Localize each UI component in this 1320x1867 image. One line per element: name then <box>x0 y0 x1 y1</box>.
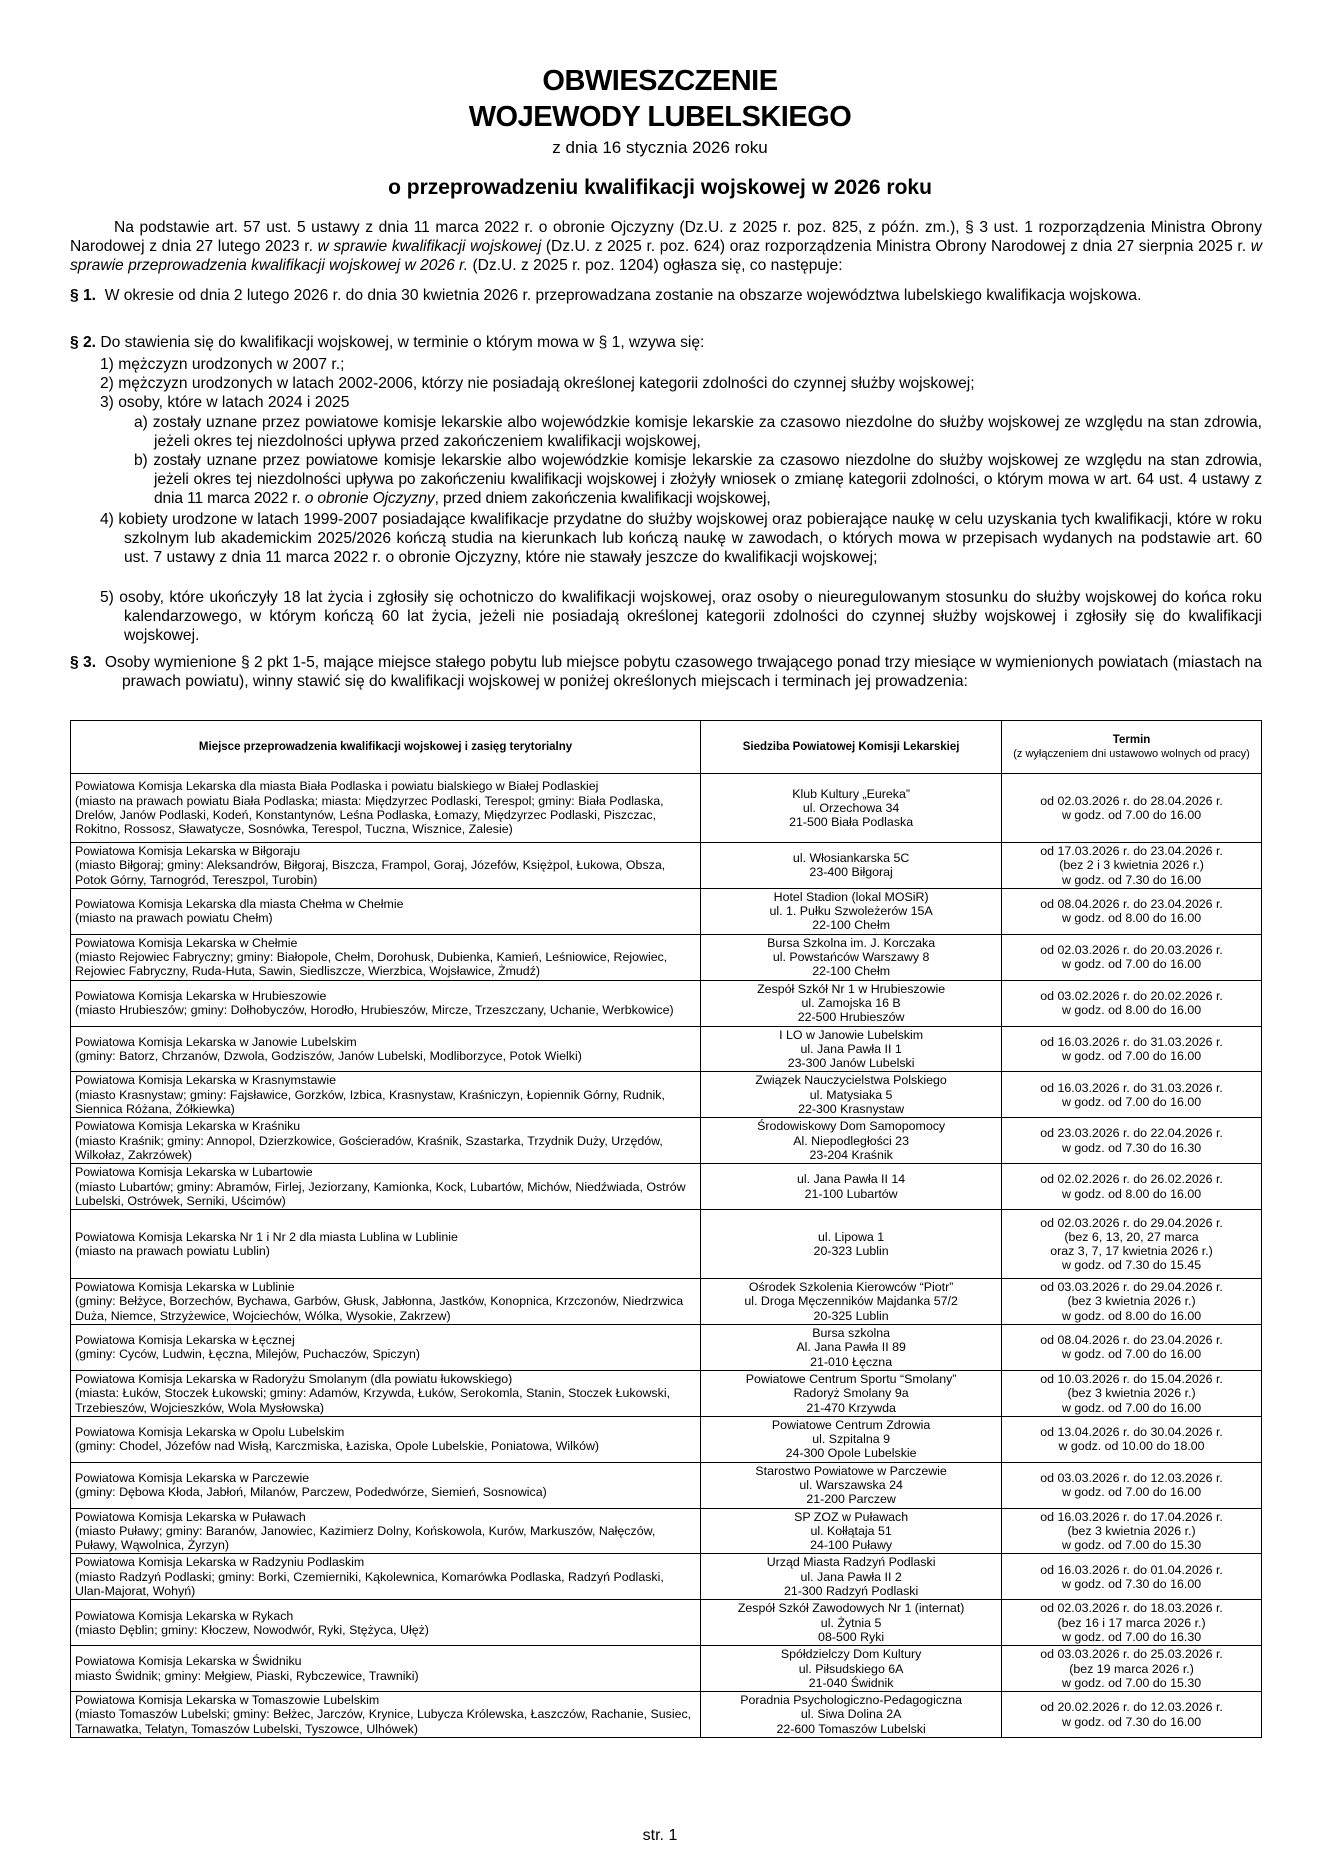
place-cell-line: (miasto na prawach powiatu Lublin) <box>75 1244 270 1259</box>
seat-cell <box>701 1370 1002 1416</box>
term-cell-line: (bez 3 kwietnia 2026 r.) <box>1067 1523 1196 1538</box>
seat-cell-line: ul. Warszawska 24 <box>799 1477 903 1492</box>
seat-cell <box>701 888 1002 934</box>
place-cell-line: (miasto Kraśnik; gminy: Annopol, Dzierzkowice, Gościeradów, Kraśnik, Szastarka, Trzydnik Duży, Urzędów, Wilkołaz, Zakrzówek) <box>75 1133 663 1162</box>
table-row <box>71 1210 1262 1279</box>
table-row <box>71 888 1262 934</box>
seat-cell-line: Bursa Szkolna im. J. Korczaka <box>767 935 936 950</box>
seat-cell-line: Klub Kultury „Eureka” <box>792 786 910 801</box>
table-row <box>71 1164 1262 1210</box>
seat-cell-line: ul. Matysiaka 5 <box>809 1087 893 1102</box>
paragraph-1: § 1. W okresie od dnia 2 lutego 2026 r. do dnia 30 kwietnia 2026 r. przeprowadzana zostanie na obszarze województwa lubelskiego kwalifikacja wojskowa. <box>70 287 1142 304</box>
term-cell-line: w godz. od 7.00 do 16.00 <box>1061 957 1202 972</box>
seat-cell <box>701 1325 1002 1371</box>
seat-cell-line: Powiatowe Centrum Zdrowia <box>771 1417 931 1432</box>
term-cell-line: (bez 6, 13, 20, 27 marca <box>1064 1229 1199 1244</box>
place-cell-line: (miasto Lubartów; gminy: Abramów, Firlej, Jeziorzany, Kamionka, Kock, Lubartów, Michów, Niedźwiada, Ostrów Lubelski, Ostrówek, Serniki, Uścimów) <box>75 1179 686 1208</box>
table-row <box>71 980 1262 1026</box>
seat-cell-line: Hotel Stadion (lokal MOSiR) <box>773 889 929 904</box>
place-cell-line: Powiatowa Komisja Lekarska w Lubartowie <box>75 1165 313 1180</box>
seat-cell-line: ul. Zamojska 16 B <box>801 995 901 1010</box>
place-cell <box>71 774 701 843</box>
term-cell <box>1002 843 1262 889</box>
seat-cell <box>701 1692 1002 1738</box>
term-cell-line: w godz. od 8.00 do 16.00 <box>1061 1003 1202 1018</box>
place-cell-line: (miasto Biłgoraj; gminy: Aleksandrów, Biłgoraj, Biszcza, Frampol, Goraj, Józefów, Księżpol, Łukowa, Obsza, Potok Górny, Tarnogród, Tereszpol, Turobin) <box>75 858 666 887</box>
seat-cell-line: ul. Włosiankarska 5C <box>792 851 910 866</box>
term-cell <box>1002 1462 1262 1508</box>
seat-cell-line: ul. Orzechowa 34 <box>802 800 900 815</box>
seat-cell-line: 23-400 Biłgoraj <box>809 865 893 880</box>
seat-cell-line: Zespół Szkół Nr 1 w Hrubieszowie <box>757 981 946 996</box>
place-cell-line: (miasto na prawach powiatu Chełm) <box>75 911 273 926</box>
place-cell-line: Powiatowa Komisja Lekarska w Hrubieszowie <box>75 988 327 1003</box>
place-cell-line: Powiatowa Komisja Lekarska dla miasta Chełma w Chełmie <box>75 897 404 912</box>
place-cell-line: (miasto na prawach powiatu Biała Podlaska; miasta: Międzyrzec Podlaski, Terespol; gminy: Biała Podlaska, Drelów, Janów Podlaski, Kodeń, Konstantynów, Leśna Podlaska, Łomazy, Międzyrzec Podlaski, Piszczac, Rokitno, Rossosz, Sławatycze, Sosnówka, Terespol, Tuczna, Wisznice, Zalesie) <box>75 793 664 837</box>
seat-cell-line: 21-470 Krzywda <box>806 1400 896 1415</box>
seat-cell-line: Środowiskowy Dom Samopomocy <box>757 1119 946 1134</box>
seat-cell-line: 21-300 Radzyń Podlaski <box>783 1584 919 1599</box>
term-cell-line: w godz. od 7.00 do 16.00 <box>1061 1347 1202 1362</box>
seat-cell <box>701 1416 1002 1462</box>
seat-cell-line: ul. Siwa Dolina 2A <box>800 1707 902 1722</box>
seat-cell-line: Związek Nauczycielstwa Polskiego <box>755 1073 947 1088</box>
seat-cell-line: Radoryż Smolany 9a <box>793 1386 909 1401</box>
place-cell-line: (gminy: Batorz, Chrzanów, Dzwola, Godziszów, Janów Lubelski, Modliborzyce, Potok Wielki) <box>75 1049 582 1063</box>
seat-cell-line: Al. Niepodległości 23 <box>793 1133 909 1148</box>
place-cell-line: Powiatowa Komisja Lekarska w Świdniku <box>75 1654 302 1669</box>
seat-cell-line: 21-500 Biała Podlaska <box>789 815 914 830</box>
table-row <box>71 1279 1262 1325</box>
seat-cell <box>701 1600 1002 1646</box>
place-cell-line: Powiatowa Komisja Lekarska w Rykach <box>75 1608 294 1623</box>
seat-cell-line: ul. Jana Pawła II 14 <box>797 1172 906 1187</box>
seat-cell-line: Starostwo Powiatowe w Parczewie <box>755 1463 947 1478</box>
table-row <box>71 1325 1262 1371</box>
place-cell-line: Powiatowa Komisja Lekarska w Łęcznej <box>75 1333 295 1348</box>
table-row <box>71 1072 1262 1118</box>
term-cell <box>1002 1554 1262 1600</box>
place-cell <box>71 843 701 889</box>
term-cell <box>1002 1118 1262 1164</box>
place-cell-line: (miasto Radzyń Podlaski; gminy: Borki, Czemierniki, Kąkolewnica, Komarówka Podlaska, Radzyń Podlaski, Ulan-Majorat, Wohyń) <box>75 1569 664 1599</box>
seat-cell-line: ul. Jana Pawła II 2 <box>800 1569 902 1584</box>
seat-cell <box>701 1026 1002 1072</box>
table-row <box>71 1508 1262 1554</box>
term-cell-line: od 02.02.2026 r. do 26.02.2026 r. <box>1040 1172 1223 1187</box>
seat-cell-line: ul. Jana Pawła II 1 <box>800 1041 902 1056</box>
place-cell-line: (miasto Rejowiec Fabryczny; gminy: Białopole, Chełm, Dorohusk, Dubienka, Kamień, Leśniowice, Rejowiec, Rejowiec Fabryczny, Ruda-Huta, Sawin, Siedliszcze, Wierzbica, Wojsławice, Żmudź) <box>75 950 668 979</box>
term-cell-line: od 16.03.2026 r. do 01.04.2026 r. <box>1040 1562 1223 1577</box>
place-cell-line: (gminy: Chodel, Józefów nad Wisłą, Karczmiska, Łaziska, Opole Lubelskie, Poniatowa, Wilków) <box>75 1439 600 1454</box>
term-cell <box>1002 934 1262 980</box>
place-cell <box>71 1462 701 1508</box>
term-cell <box>1002 1370 1262 1416</box>
seat-cell <box>701 934 1002 980</box>
seat-cell-line: ul. Piłsudskiego 6A <box>798 1661 904 1676</box>
seat-cell <box>701 1072 1002 1118</box>
place-cell <box>71 1646 701 1692</box>
term-cell-line: (bez 3 kwietnia 2026 r.) <box>1067 1294 1196 1309</box>
table-row <box>71 1554 1262 1600</box>
header-place: Miejsce przeprowadzenia kwalifikacji wojskowej i zasięg terytorialny <box>71 721 701 774</box>
place-cell <box>71 1325 701 1371</box>
table-row <box>71 1600 1262 1646</box>
seat-cell <box>701 980 1002 1026</box>
seat-cell <box>701 1164 1002 1210</box>
term-cell-line: oraz 3, 7, 17 kwietnia 2026 r.) <box>1050 1244 1213 1259</box>
place-cell <box>71 1164 701 1210</box>
list-item-3b: b) zostały uznane przez powiatowe komisje lekarskie albo wojewódzkie komisje lekarskie za czasowo niezdolne do służby wojskowej ze względu na stan zdrowia, jeżeli okres tej niezdolności upływa po zakończeniu kwalifikacji wojskowej i złożyły wniosek o zmianę kategorii zdolności, o którym mowa w art. 64 ust. 4 ustawy z dnia 11 marca 2022 r. o obronie Ojczyzny, przed dniem zakończenia kwalifikacji wojskowej, <box>134 452 1262 507</box>
seat-cell-line: Urząd Miasta Radzyń Podlaski <box>766 1555 936 1570</box>
term-cell-line: (bez 3 kwietnia 2026 r.) <box>1067 1386 1196 1401</box>
place-cell <box>71 1210 701 1279</box>
place-cell-line: Powiatowa Komisja Lekarska w Biłgoraju <box>75 844 301 858</box>
seat-cell-line: 24-100 Puławy <box>810 1538 893 1553</box>
term-cell-line: w godz. od 7.00 do 16.30 <box>1061 1629 1202 1644</box>
seat-cell-line: ul. Kołłątaja 51 <box>810 1523 892 1538</box>
term-cell-line: w godz. od 7.00 do 15.30 <box>1061 1675 1202 1690</box>
term-cell-line: w godz. od 7.30 do 16.00 <box>1061 872 1202 887</box>
seat-cell-line: 22-100 Chełm <box>812 918 891 933</box>
term-cell-line: od 10.03.2026 r. do 15.04.2026 r. <box>1040 1371 1223 1386</box>
term-cell-line: od 08.04.2026 r. do 23.04.2026 r. <box>1040 897 1223 912</box>
place-cell <box>71 1370 701 1416</box>
seat-cell-line: ul. Powstańców Warszawy 8 <box>772 950 930 965</box>
term-cell <box>1002 1164 1262 1210</box>
list-item-1: 1) mężczyzn urodzonych w 2007 r.; <box>100 356 345 373</box>
term-cell-line: od 02.03.2026 r. do 29.04.2026 r. <box>1040 1215 1223 1230</box>
place-cell <box>71 1508 701 1554</box>
place-cell-line: (miasto Tomaszów Lubelski; gminy: Bełżec, Jarczów, Krynice, Lubycza Królewska, Łaszczów, Rachanie, Susiec, Tarnawatka, Telatyn, Tomaszów Lubelski, Tyszowce, Ulhówek) <box>75 1707 692 1736</box>
seat-cell-line: ul. 1. Pułku Szwoleżerów 15A <box>769 904 933 919</box>
place-cell-line: miasto Świdnik; gminy: Mełgiew, Piaski, Rybczewice, Trawniki) <box>75 1668 419 1683</box>
place-cell <box>71 1026 701 1072</box>
term-cell <box>1002 980 1262 1026</box>
place-cell-line: Powiatowa Komisja Lekarska dla miasta Biała Podlaska i powiatu bialskiego w Białej Podlaskiej <box>75 779 599 794</box>
term-cell-line: w godz. od 7.30 do 16.00 <box>1061 1576 1202 1591</box>
place-cell-line: (gminy: Cyców, Ludwin, Łęczna, Milejów, Puchaczów, Spiczyn) <box>75 1347 421 1362</box>
page-number: str. 1 <box>642 1827 678 1844</box>
seat-cell-line: 20-323 Lublin <box>813 1244 889 1259</box>
term-cell-line: od 03.03.2026 r. do 12.03.2026 r. <box>1040 1470 1223 1485</box>
seat-cell-line: ul. Droga Męczenników Majdanka 57/2 <box>744 1294 958 1309</box>
schedule-table <box>70 720 1262 1738</box>
place-cell-line: (miasto Krasnystaw; gminy: Fajsławice, Gorzków, Izbica, Krasnystaw, Kraśniczyn, Łopiennik Górny, Rudnik, Siennica Różana, Żółkiewka) <box>75 1087 665 1117</box>
term-cell <box>1002 1279 1262 1325</box>
term-cell <box>1002 1600 1262 1646</box>
term-cell-line: w godz. od 8.00 do 16.00 <box>1061 911 1202 926</box>
term-cell-line: od 16.03.2026 r. do 17.04.2026 r. <box>1040 1509 1223 1524</box>
seat-cell <box>701 1508 1002 1554</box>
term-cell-line: od 17.03.2026 r. do 23.04.2026 r. <box>1040 844 1223 858</box>
seat-cell <box>701 1210 1002 1279</box>
term-cell <box>1002 1072 1262 1118</box>
term-cell <box>1002 1508 1262 1554</box>
document-subject: o przeprowadzeniu kwalifikacji wojskowej w 2026 roku <box>388 176 932 199</box>
place-cell <box>71 1279 701 1325</box>
term-cell-line: w godz. od 7.30 do 16.00 <box>1061 1714 1202 1729</box>
seat-cell-line: 23-300 Janów Lubelski <box>787 1056 915 1071</box>
term-cell <box>1002 1026 1262 1072</box>
seat-cell-line: 22-600 Tomaszów Lubelski <box>776 1721 926 1736</box>
place-cell-line: Powiatowa Komisja Lekarska w Parczewie <box>75 1470 310 1485</box>
seat-cell-line: ul. Szpitalna 9 <box>812 1432 891 1447</box>
place-cell <box>71 1692 701 1738</box>
place-cell-line: (miasto Dęblin; gminy: Kłoczew, Nowodwór, Ryki, Stężyca, Ułęż) <box>75 1622 429 1637</box>
place-cell-line: (gminy: Bełżyce, Borzechów, Bychawa, Garbów, Głusk, Jabłonna, Jastków, Konopnica, Krzczonów, Niedrzwica Duża, Niemce, Strzyżewice, Wojciechów, Wólka, Wysokie, Zakrzew) <box>75 1294 684 1323</box>
seat-cell-line: Spółdzielczy Dom Kultury <box>780 1647 922 1662</box>
term-cell-line: w godz. od 7.30 do 16.30 <box>1061 1140 1202 1155</box>
seat-cell <box>701 1279 1002 1325</box>
term-cell <box>1002 1416 1262 1462</box>
term-cell-line: od 20.02.2026 r. do 12.03.2026 r. <box>1040 1700 1223 1715</box>
table-row <box>71 1646 1262 1692</box>
place-cell-line: (miasto Hrubieszów; gminy: Dołhobyczów, Horodło, Hrubieszów, Mircze, Trzeszczany, Uchanie, Werbkowice) <box>75 1003 674 1018</box>
seat-cell-line: 08-500 Ryki <box>818 1629 885 1644</box>
place-cell-line: Powiatowa Komisja Lekarska w Radzyniu Podlaskim <box>75 1555 365 1570</box>
seat-cell-line: ul. Lipowa 1 <box>818 1229 885 1244</box>
table-row <box>71 1118 1262 1164</box>
place-cell-line: (miasta: Łuków, Stoczek Łukowski; gminy: Adamów, Krzywda, Łuków, Serokomla, Stanin, Stoczek Łukowski, Trzebieszów, Wojcieszków, Wola Mysłowska) <box>75 1386 671 1415</box>
table-body <box>71 774 1262 1738</box>
term-cell-line: (bez 19 marca 2026 r.) <box>1069 1661 1194 1676</box>
seat-cell-line: SP ZOZ w Puławach <box>794 1509 909 1524</box>
list-item-5: 5) osoby, które ukończyły 18 lat życia i zgłosiły się ochotniczo do kwalifikacji wojskowej, oraz osoby o nieuregulowanym stosunku do służby wojskowej do końca roku kalendarzowego, w którym kończą 60 lat życia, jeżeli nie posiadają określonej kategorii zdolności do czynnej służby wojskowej i zgłosiły się do kwalifikacji wojskowej. <box>100 589 1262 644</box>
seat-cell <box>701 1646 1002 1692</box>
list-item-3a: a) zostały uznane przez powiatowe komisje lekarskie albo wojewódzkie komisje lekarskie za czasowo niezdolne do służby wojskowej ze względu na stan zdrowia, jeżeli okres tej niezdolności upływa przed zakończeniem kwalifikacji wojskowej, <box>134 414 1262 450</box>
term-cell-line: od 08.04.2026 r. do 23.04.2026 r. <box>1040 1333 1223 1348</box>
title-line2: WOJEWODY LUBELSKIEGO <box>468 101 852 133</box>
term-cell-line: w godz. od 7.00 do 16.00 <box>1061 808 1202 822</box>
table-row <box>71 843 1262 889</box>
term-cell-line: od 02.03.2026 r. do 18.03.2026 r. <box>1040 1601 1223 1616</box>
place-cell-line: Powiatowa Komisja Lekarska Nr 1 i Nr 2 dla miasta Lublina w Lublinie <box>75 1229 458 1244</box>
seat-cell <box>701 1118 1002 1164</box>
table-row <box>71 1462 1262 1508</box>
term-cell <box>1002 774 1262 843</box>
list-item-3: 3) osoby, które w latach 2024 i 2025 <box>100 394 350 411</box>
title-line1: OBWIESZCZENIE <box>542 65 778 97</box>
table-row <box>71 1370 1262 1416</box>
seat-cell-line: Bursa szkolna <box>812 1326 891 1341</box>
document-date: z dnia 16 stycznia 2026 roku <box>552 138 768 157</box>
place-cell-line: Powiatowa Komisja Lekarska w Opolu Lubelskim <box>75 1424 345 1439</box>
place-cell-line: Powiatowa Komisja Lekarska w Tomaszowie Lubelskim <box>75 1693 380 1708</box>
place-cell-line: Powiatowa Komisja Lekarska w Krasnymstawie <box>75 1073 336 1088</box>
term-cell <box>1002 1646 1262 1692</box>
term-cell-line: od 02.03.2026 r. do 20.03.2026 r. <box>1040 942 1223 957</box>
place-cell <box>71 934 701 980</box>
table-row <box>71 1026 1262 1072</box>
term-cell-line: w godz. od 7.00 do 16.00 <box>1061 1400 1202 1415</box>
header-term: Termin (z wyłączeniem dni ustawowo wolnych od pracy) <box>1002 721 1262 774</box>
term-cell-line: od 16.03.2026 r. do 31.03.2026 r. <box>1040 1034 1223 1049</box>
table-row <box>71 1416 1262 1462</box>
term-cell-line: w godz. od 8.00 do 16.00 <box>1061 1308 1202 1323</box>
seat-cell-line: 21-100 Lubartów <box>804 1186 898 1201</box>
seat-cell-line: I LO w Janowie Lubelskim <box>779 1027 924 1042</box>
seat-cell-line: 20-325 Lublin <box>813 1308 889 1323</box>
table-row <box>71 934 1262 980</box>
seat-cell-line: Al. Jana Pawła II 89 <box>796 1340 906 1355</box>
term-cell-line: od 13.04.2026 r. do 30.04.2026 r. <box>1040 1424 1223 1439</box>
place-cell <box>71 1118 701 1164</box>
place-cell-line: Powiatowa Komisja Lekarska w Lublinie <box>75 1280 295 1295</box>
place-cell <box>71 1600 701 1646</box>
term-cell <box>1002 888 1262 934</box>
list-item-4: 4) kobiety urodzone w latach 1999-2007 posiadające kwalifikacje przydatne do służby wojskowej oraz pobierające naukę w celu uzyskania tych kwalifikacji, które w roku szkolnym lub akademickim 2025/2026 kończą studia na kierunkach lub kończą naukę w zawodach, o których mowa w przepisach wydanych na podstawie art. 60 ust. 7 ustawy z dnia 11 marca 2022 r. o obronie Ojczyzny, które nie stawały jeszcze do kwalifikacji wojskowej; <box>100 511 1262 566</box>
place-cell-line: Powiatowa Komisja Lekarska w Puławach <box>75 1509 306 1524</box>
place-cell-line: (gminy: Dębowa Kłoda, Jabłoń, Milanów, Parczew, Podedwórze, Siemień, Sosnowica) <box>75 1485 547 1500</box>
term-cell-line: od 03.03.2026 r. do 25.03.2026 r. <box>1040 1647 1223 1662</box>
seat-cell <box>701 1462 1002 1508</box>
seat-cell <box>701 843 1002 889</box>
place-cell <box>71 980 701 1026</box>
term-cell <box>1002 1692 1262 1738</box>
term-cell-line: (bez 2 i 3 kwietnia 2026 r.) <box>1059 858 1204 873</box>
seat-cell-line: Powiatowe Centrum Sportu “Smolany” <box>745 1371 957 1386</box>
seat-cell-line: ul. Żytnia 5 <box>820 1615 882 1630</box>
term-cell-line: w godz. od 8.00 do 16.00 <box>1061 1186 1202 1201</box>
seat-cell-line: Zespół Szkół Zawodowych Nr 1 (internat) <box>737 1601 965 1616</box>
term-cell-line: w godz. od 7.30 do 15.45 <box>1061 1258 1202 1273</box>
term-cell <box>1002 1325 1262 1371</box>
paragraph-2-intro: § 2. Do stawienia się do kwalifikacji wojskowej, w terminie o którym mowa w § 1, wzywa się: <box>70 334 705 351</box>
term-cell-line: w godz. od 7.00 do 16.00 <box>1061 1049 1202 1063</box>
place-cell <box>71 888 701 934</box>
term-cell-line: w godz. od 7.00 do 16.00 <box>1061 1094 1202 1109</box>
list-item-2: 2) mężczyzn urodzonych w latach 2002-2006, którzy nie posiadają określonej kategorii zdolności do czynnej służby wojskowej; <box>100 375 975 392</box>
term-cell-line: w godz. od 7.00 do 15.30 <box>1061 1538 1202 1553</box>
term-cell-line: od 23.03.2026 r. do 22.04.2026 r. <box>1040 1126 1223 1141</box>
place-cell-line: (miasto Puławy; gminy: Baranów, Janowiec, Kazimierz Dolny, Końskowola, Kurów, Markuszów, Nałęczów, Puławy, Wąwolnica, Żyrzyn) <box>75 1523 656 1553</box>
term-cell-line: (bez 16 i 17 marca 2026 r.) <box>1057 1615 1206 1630</box>
paragraph-3: § 3. Osoby wymienione § 2 pkt 1-5, mające miejsce stałego pobytu lub miejsce pobytu czasowego trwającego ponad trzy miesiące w wymienionych powiatach (miastach na prawach powiatu), winny stawić się do kwalifikacji wojskowej w poniżej określonych miejscach i terminach jej prowadzenia: <box>70 654 1262 690</box>
seat-cell-line: 22-300 Krasnystaw <box>798 1102 905 1117</box>
seat-cell-line: 21-200 Parczew <box>806 1492 896 1507</box>
place-cell-line: Powiatowa Komisja Lekarska w Kraśniku <box>75 1119 301 1134</box>
seat-cell <box>701 1554 1002 1600</box>
term-cell-line: od 16.03.2026 r. do 31.03.2026 r. <box>1040 1080 1223 1095</box>
intro-paragraph: Na podstawie art. 57 ust. 5 ustawy z dnia 11 marca 2022 r. o obronie Ojczyzny (Dz.U. z 2025 r. poz. 825, z późn. zm.), § 3 ust. 1 rozporządzenia Ministra Obrony Narodowej z dnia 27 lutego 2023 r. w sprawie kwalifikacji wojskowej (Dz.U. z 2025 r. poz. 624) oraz rozporządzenia Ministra Obrony Narodowej z dnia 27 sierpnia 2025 r. w sprawie przeprowadzenia kwalifikacji wojskowej w 2026 r. (Dz.U. z 2025 r. poz. 1204) ogłasza się, co następuje: <box>70 219 1262 274</box>
term-cell-line: od 03.02.2026 r. do 20.02.2026 r. <box>1040 988 1223 1003</box>
seat-cell-line: Ośrodek Szkolenia Kierowców “Piotr” <box>748 1280 954 1295</box>
term-cell-line: od 03.03.2026 r. do 29.04.2026 r. <box>1040 1280 1223 1295</box>
table-row <box>71 774 1262 843</box>
seat-cell-line: 21-040 Świdnik <box>808 1675 894 1690</box>
seat-cell <box>701 774 1002 843</box>
seat-cell-line: 22-500 Hrubieszów <box>797 1010 905 1025</box>
seat-cell-line: 21-010 Łęczna <box>810 1354 893 1369</box>
place-cell <box>71 1416 701 1462</box>
term-cell-line: w godz. od 10.00 do 18.00 <box>1058 1439 1205 1454</box>
term-cell <box>1002 1210 1262 1279</box>
seat-cell-line: 22-100 Chełm <box>812 964 891 979</box>
place-cell <box>71 1554 701 1600</box>
seat-cell-line: 24-300 Opole Lubelskie <box>785 1446 917 1461</box>
term-cell-line: od 02.03.2026 r. do 28.04.2026 r. <box>1040 793 1223 808</box>
place-cell-line: Powiatowa Komisja Lekarska w Janowie Lubelskim <box>75 1034 357 1049</box>
header-seat: Siedziba Powiatowej Komisji Lekarskiej <box>701 721 1002 774</box>
seat-cell-line: 23-204 Kraśnik <box>809 1147 893 1162</box>
table-row <box>71 1692 1262 1738</box>
place-cell-line: Powiatowa Komisja Lekarska w Chełmie <box>75 935 298 950</box>
place-cell-line: Powiatowa Komisja Lekarska w Radoryżu Smolanym (dla powiatu łukowskiego) <box>75 1371 513 1386</box>
table-header-row <box>71 721 1262 774</box>
place-cell <box>71 1072 701 1118</box>
term-cell-line: w godz. od 7.00 do 16.00 <box>1061 1485 1202 1500</box>
seat-cell-line: Poradnia Psychologiczno-Pedagogiczna <box>740 1693 963 1708</box>
